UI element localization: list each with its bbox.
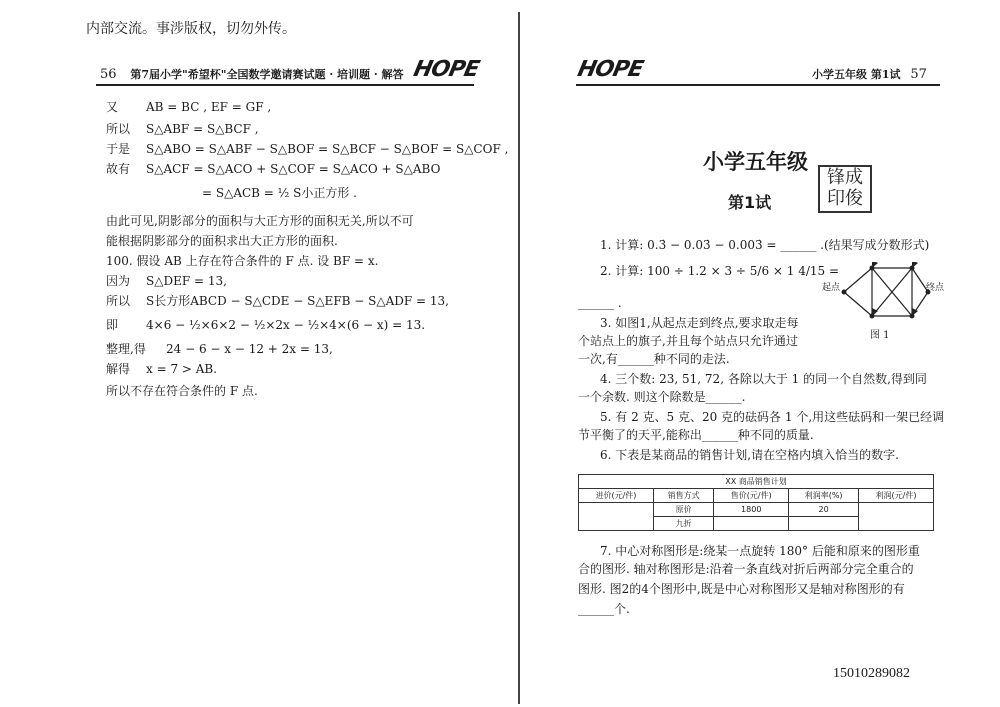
solution-line-math: S△ABF = S△BCF , [146,122,259,136]
solution-line [106,382,258,399]
solution-line-math: 4×6 − ½×6×2 − ½×2x − ½×4×(6 − x) = 13. [146,318,426,332]
solution-line [106,120,259,137]
question-line: 一个余数. 则这个除数是______. [578,390,746,404]
right-page-number: 57 [910,67,927,82]
question-line: 图形. 图2的4个图形中,既是中心对称图形又是轴对称图形的有 [578,582,905,596]
grade-title: 小学五年级 [703,150,808,174]
solution-line-label: 又 [106,100,119,114]
table-header: 利润(元/件) [859,489,934,503]
question-line: 2. 计算: 100 ÷ 1.2 × 3 ÷ 5/6 × 1 4/15 = [600,264,840,278]
table-cell[interactable] [714,517,789,531]
right-page-header [812,66,927,82]
solution-line [106,316,425,333]
table-cell: 1800 [714,503,789,517]
table-header: 进价(元/件) [579,489,654,503]
left-page-header [100,66,403,82]
solution-line-math: S△DEF = 13, [146,274,227,288]
right-hope-logo: HOPE [575,57,645,82]
solution-line-math: S长方形ABCD − S△CDE − S△EFB − S△ADF = 13, [146,294,449,308]
page-divider [518,12,520,704]
question-line: 一次,有______种不同的走法. [578,352,730,366]
solution-line-math: 所以不存在符合条件的 F 点. [106,384,258,398]
solution-line [106,340,333,357]
question-line: ______个. [578,602,630,616]
solution-line-math: 由此可见,阴影部分的面积与大正方形的面积无关,所以不可 [106,214,414,228]
solution-line [106,292,449,309]
solution-line-label: 故有 [106,162,131,176]
solution-line-math: x = 7 > AB. [146,362,218,376]
question-line: ______ . [578,296,622,310]
table-title: XX 商品销售计划 [579,475,934,489]
solution-line-math: S△ABO = S△ABF − S△BOF = S△BCF − S△BOF = S△COF , [146,142,509,156]
question-line: 合的图形. 轴对称图形是:沿着一条直线对折后两部分完全重合的 [578,562,914,576]
table-cell[interactable] [789,517,859,531]
question-line: 7. 中心对称图形是:绕某一点旋转 180° 后能和原来的图形重 [600,544,920,558]
solution-line [106,160,440,177]
right-header-title: 小学五年级 第1试 [812,68,901,81]
copyright-notice: 内部交流。事涉版权，切勿外传。 [86,21,296,37]
question-line: 6. 下表是某商品的销售计划,请在空格内填入恰当的数字. [600,448,899,462]
table-cell-cost[interactable] [579,503,654,531]
table-cell: 20 [789,503,859,517]
solution-line [106,212,414,229]
left-header-title: 第7届小学"希望杯"全国数学邀请赛试题 · 培训题 · 解答 [130,68,404,81]
solution-line-label: 即 [106,318,119,332]
table-cell: 九折 [653,517,713,531]
solution-line [106,184,357,201]
figure-end-label: 终点 [926,283,945,293]
question-line: 1. 计算: 0.3̇ − 0.03̇ − 0.003̇ = ______ .(结果写成分数形式) [600,238,930,252]
solution-line [106,232,338,249]
solution-line-label: 所以 [106,294,131,308]
figure-start-label: 起点 [822,283,841,293]
table-cell: 原价 [653,503,713,517]
table-header: 售价(元/件) [714,489,789,503]
footer-number: 15010289082 [833,666,910,681]
test-subtitle: 第1试 [728,193,772,212]
left-hope-logo: HOPE [411,57,481,82]
solution-line-math: = S△ACB = ½ S小正方形 . [202,186,357,200]
solution-line [106,140,508,157]
solution-line-label: 所以 [106,122,131,136]
left-header-rule [96,84,474,86]
solution-line-math: 100. 假设 AB 上存在符合条件的 F 点. 设 BF = x. [106,254,379,268]
figure-caption: 图 1 [870,330,890,341]
seal-stamp: 锋成 印俊 [818,165,872,213]
question-line: 5. 有 2 克、5 克、20 克的砝码各 1 个,用这些砝码和一架已经调 [600,410,945,424]
question-line: 3. 如图1,从起点走到终点,要求取走每 [600,316,799,330]
table-header: 销售方式 [653,489,713,503]
table-cell-profit[interactable] [859,503,934,531]
solution-line-math: S△ACF = S△ACO + S△COF = S△ACO + S△ABO [146,162,441,176]
sales-plan-table [578,474,934,531]
table-row [579,503,934,517]
solution-line-math: 24 − 6 − x − 12 + 2x = 13, [166,342,333,356]
solution-line-label: 整理,得 [106,342,146,356]
solution-line [106,360,217,377]
solution-line [106,98,271,115]
left-page-number: 56 [100,67,117,82]
solution-line [106,272,227,289]
right-header-rule [576,84,940,86]
solution-line [106,252,378,269]
question-line: 个站点上的旗子,并且每个站点只允许通过 [578,334,798,348]
question-line: 节平衡了的天平,能称出______种不同的质量. [578,428,814,442]
solution-line-math: AB = BC , EF = GF , [146,100,272,114]
solution-line-math: 能根据阴影部分的面积求出大正方形的面积. [106,234,338,248]
table-header-row [579,489,934,503]
solution-line-label: 因为 [106,274,131,288]
solution-line-label: 于是 [106,142,131,156]
solution-line-label: 解得 [106,362,131,376]
question-line: 4. 三个数: 23, 51, 72, 各除以大于 1 的同一个自然数,得到同 [600,372,927,386]
table-header: 利润率(%) [789,489,859,503]
